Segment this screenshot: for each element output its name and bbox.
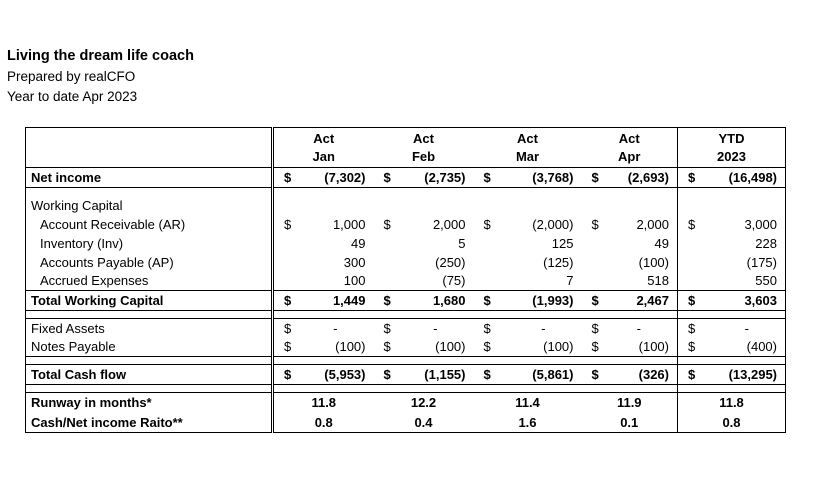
currency-symbol: $	[688, 339, 696, 355]
currency-symbol: $	[383, 170, 391, 185]
currency-symbol: $	[483, 320, 491, 336]
table-row	[26, 393, 786, 413]
cell-value	[474, 272, 582, 291]
cell-value	[474, 253, 582, 272]
amount: 3,603	[744, 293, 777, 308]
cell-value	[582, 365, 678, 385]
currency-symbol: $	[688, 367, 696, 382]
empty-cell	[474, 357, 582, 365]
cell-value	[582, 234, 678, 253]
empty-cell	[474, 385, 582, 393]
empty-cell	[273, 196, 374, 215]
amount: -	[333, 320, 338, 336]
currency-symbol: $	[284, 320, 292, 336]
amount: 518	[647, 273, 669, 289]
amount: 125	[551, 235, 574, 251]
column-header: Act Mar	[474, 128, 582, 168]
amount: (250)	[435, 254, 466, 270]
row-label: Notes Payable	[26, 338, 273, 357]
spacer-row	[26, 357, 786, 365]
currency-symbol: $	[591, 170, 599, 185]
table-row	[26, 413, 786, 433]
cell-value	[582, 272, 678, 291]
empty-cell	[374, 357, 474, 365]
report-period: Year to date Apr 2023	[7, 89, 138, 104]
currency-symbol: $	[483, 367, 491, 382]
empty-cell	[582, 385, 678, 393]
currency-symbol: $	[284, 367, 292, 382]
amount: 1,000	[332, 216, 366, 232]
empty-cell	[678, 311, 786, 319]
table-row	[26, 291, 786, 311]
amount: -	[433, 320, 438, 336]
table-row	[26, 338, 786, 357]
currency-symbol: $	[688, 216, 696, 232]
cell-value	[374, 365, 474, 385]
row-label	[26, 385, 273, 393]
cell-value: 11.4	[515, 395, 540, 411]
cell-value	[678, 215, 786, 234]
row-label: Inventory (Inv)	[26, 234, 273, 253]
amount: 2,000	[636, 216, 669, 232]
cell-value	[273, 234, 374, 253]
row-label: Net income	[26, 168, 273, 188]
row-label: Working Capital	[26, 196, 273, 215]
row-label	[26, 311, 273, 319]
amount: (3,768)	[532, 170, 574, 185]
amount: (100)	[638, 254, 669, 270]
cell-value	[374, 168, 474, 188]
amount: -	[541, 320, 546, 336]
empty-cell	[582, 188, 678, 196]
cell-value	[474, 338, 582, 357]
empty-cell	[582, 196, 678, 215]
cell-value	[678, 365, 786, 385]
currency-symbol: $	[383, 339, 391, 355]
row-label: Fixed Assets	[26, 319, 273, 338]
currency-symbol: $	[383, 367, 391, 382]
currency-symbol: $	[591, 320, 599, 336]
cell-value	[678, 253, 786, 272]
currency-symbol: $	[688, 320, 696, 336]
table-row	[26, 319, 786, 338]
empty-cell	[678, 385, 786, 393]
empty-cell	[474, 311, 582, 319]
cell-value	[474, 365, 582, 385]
empty-cell	[273, 357, 374, 365]
amount: (7,302)	[324, 170, 366, 185]
cell-value: 0.1	[620, 414, 639, 430]
currency-symbol: $	[284, 216, 292, 232]
currency-symbol: $	[483, 339, 491, 355]
amount: (2,735)	[424, 170, 466, 185]
cell-value	[474, 291, 582, 311]
cell-value	[678, 291, 786, 311]
table-row	[26, 365, 786, 385]
cell-value	[374, 291, 474, 311]
amount: (1,155)	[424, 367, 466, 382]
row-label: Account Receivable (AR)	[26, 215, 273, 234]
amount: (100)	[335, 339, 366, 355]
currency-symbol: $	[284, 339, 292, 355]
header-row	[26, 128, 786, 168]
empty-cell	[582, 357, 678, 365]
empty-cell	[582, 311, 678, 319]
cell-value	[374, 319, 474, 338]
cell-value	[582, 291, 678, 311]
amount: (75)	[442, 273, 466, 289]
cell-value	[273, 338, 374, 357]
table-row	[26, 168, 786, 188]
currency-symbol: $	[483, 170, 491, 185]
amount: (326)	[638, 367, 669, 382]
cell-value	[678, 168, 786, 188]
cell-value: 11.8	[311, 395, 337, 411]
cell-value	[273, 168, 374, 188]
report-header	[7, 46, 194, 107]
table-header	[26, 128, 786, 168]
cell-value	[582, 168, 678, 188]
empty-cell	[374, 385, 474, 393]
empty-cell	[273, 385, 374, 393]
table-row	[26, 215, 786, 234]
report-prepared-by: Prepared by realCFO	[7, 69, 136, 84]
table-row	[26, 253, 786, 272]
cell-value	[678, 234, 786, 253]
column-header: Act Jan	[273, 128, 374, 168]
amount: 49	[351, 235, 366, 251]
amount: 550	[755, 273, 777, 289]
empty-cell	[678, 196, 786, 215]
cell-value	[273, 319, 374, 338]
cell-value	[273, 272, 374, 291]
cell-value	[474, 215, 582, 234]
cell-value	[273, 291, 374, 311]
cell-value	[374, 272, 474, 291]
spacer-row	[26, 385, 786, 393]
cell-value	[273, 253, 374, 272]
amount: (13,295)	[728, 367, 777, 382]
empty-cell	[678, 188, 786, 196]
amount: 1,449	[332, 293, 366, 308]
row-label	[26, 357, 273, 365]
empty-cell	[678, 357, 786, 365]
cell-value	[474, 168, 582, 188]
currency-symbol: $	[591, 293, 599, 308]
currency-symbol: $	[383, 293, 391, 308]
table-row	[26, 272, 786, 291]
cell-value	[474, 234, 582, 253]
currency-symbol: $	[688, 293, 696, 308]
column-header: Act Apr	[582, 128, 678, 168]
column-header: YTD 2023	[678, 128, 786, 168]
cell-value	[582, 215, 678, 234]
cell-value: 1.6	[518, 414, 537, 430]
amount: (125)	[543, 254, 574, 270]
empty-cell	[474, 188, 582, 196]
amount: 49	[654, 235, 669, 251]
amount: (400)	[746, 339, 777, 355]
cell-value	[273, 215, 374, 234]
amount: 2,000	[432, 216, 466, 232]
table-row	[26, 196, 786, 215]
cell-value	[474, 319, 582, 338]
cell-value	[678, 338, 786, 357]
amount: (16,498)	[728, 170, 777, 185]
cell-value	[374, 215, 474, 234]
row-label: Accrued Expenses	[26, 272, 273, 291]
row-label: Total Working Capital	[26, 291, 273, 311]
currency-symbol: $	[591, 216, 599, 232]
empty-cell	[273, 188, 374, 196]
cell-value: 0.4	[414, 414, 433, 430]
currency-symbol: $	[483, 293, 491, 308]
amount: (100)	[638, 339, 669, 355]
currency-symbol: $	[591, 367, 599, 382]
currency-symbol: $	[383, 216, 391, 232]
empty-cell	[474, 196, 582, 215]
empty-cell	[374, 196, 474, 215]
amount: -	[636, 320, 641, 336]
column-header: Act Feb	[374, 128, 474, 168]
amount: (100)	[435, 339, 466, 355]
empty-cell	[273, 311, 374, 319]
cell-value: 0.8	[678, 413, 786, 433]
currency-symbol: $	[688, 170, 696, 185]
cell-value: 11.9	[616, 395, 642, 411]
currency-symbol: $	[483, 216, 491, 232]
cell-value	[678, 272, 786, 291]
row-label: Cash/Net income Raito**	[26, 413, 273, 433]
amount: 2,467	[636, 293, 669, 308]
empty-cell	[374, 311, 474, 319]
row-label	[26, 188, 273, 196]
currency-symbol: $	[284, 293, 292, 308]
cell-value	[582, 319, 678, 338]
cell-value	[273, 365, 374, 385]
cell-value	[374, 234, 474, 253]
currency-symbol: $	[383, 320, 391, 336]
amount: 5	[458, 235, 466, 251]
currency-symbol: $	[284, 170, 292, 185]
row-label: Accounts Payable (AP)	[26, 253, 273, 272]
row-label: Runway in months*	[26, 393, 273, 413]
amount: (175)	[746, 254, 777, 270]
cell-value	[582, 253, 678, 272]
amount: (5,861)	[532, 367, 574, 382]
spacer-row	[26, 188, 786, 196]
amount: (5,953)	[324, 367, 366, 382]
amount: -	[744, 320, 749, 336]
row-label-header	[26, 128, 273, 168]
amount: 7	[566, 273, 574, 289]
amount: 3,000	[744, 216, 777, 232]
cell-value	[374, 338, 474, 357]
amount: 300	[343, 254, 366, 270]
table-body	[26, 168, 786, 433]
cell-value	[678, 319, 786, 338]
financial-report-table	[25, 127, 786, 433]
table-row	[26, 234, 786, 253]
row-label: Total Cash flow	[26, 365, 273, 385]
report-title: Living the dream life coach	[7, 48, 194, 64]
cell-value	[582, 338, 678, 357]
cell-value	[374, 253, 474, 272]
cell-value: 12.2	[410, 395, 437, 411]
cell-value: 11.8	[678, 393, 786, 413]
currency-symbol: $	[591, 339, 599, 355]
cell-value: 0.8	[314, 414, 333, 430]
amount: 228	[755, 235, 777, 251]
amount: (2,693)	[627, 170, 669, 185]
amount: (1,993)	[532, 293, 574, 308]
amount: 100	[343, 273, 366, 289]
spacer-row	[26, 311, 786, 319]
amount: 1,680	[432, 293, 466, 308]
amount: (100)	[543, 339, 574, 355]
empty-cell	[374, 188, 474, 196]
amount: (2,000)	[532, 216, 574, 232]
